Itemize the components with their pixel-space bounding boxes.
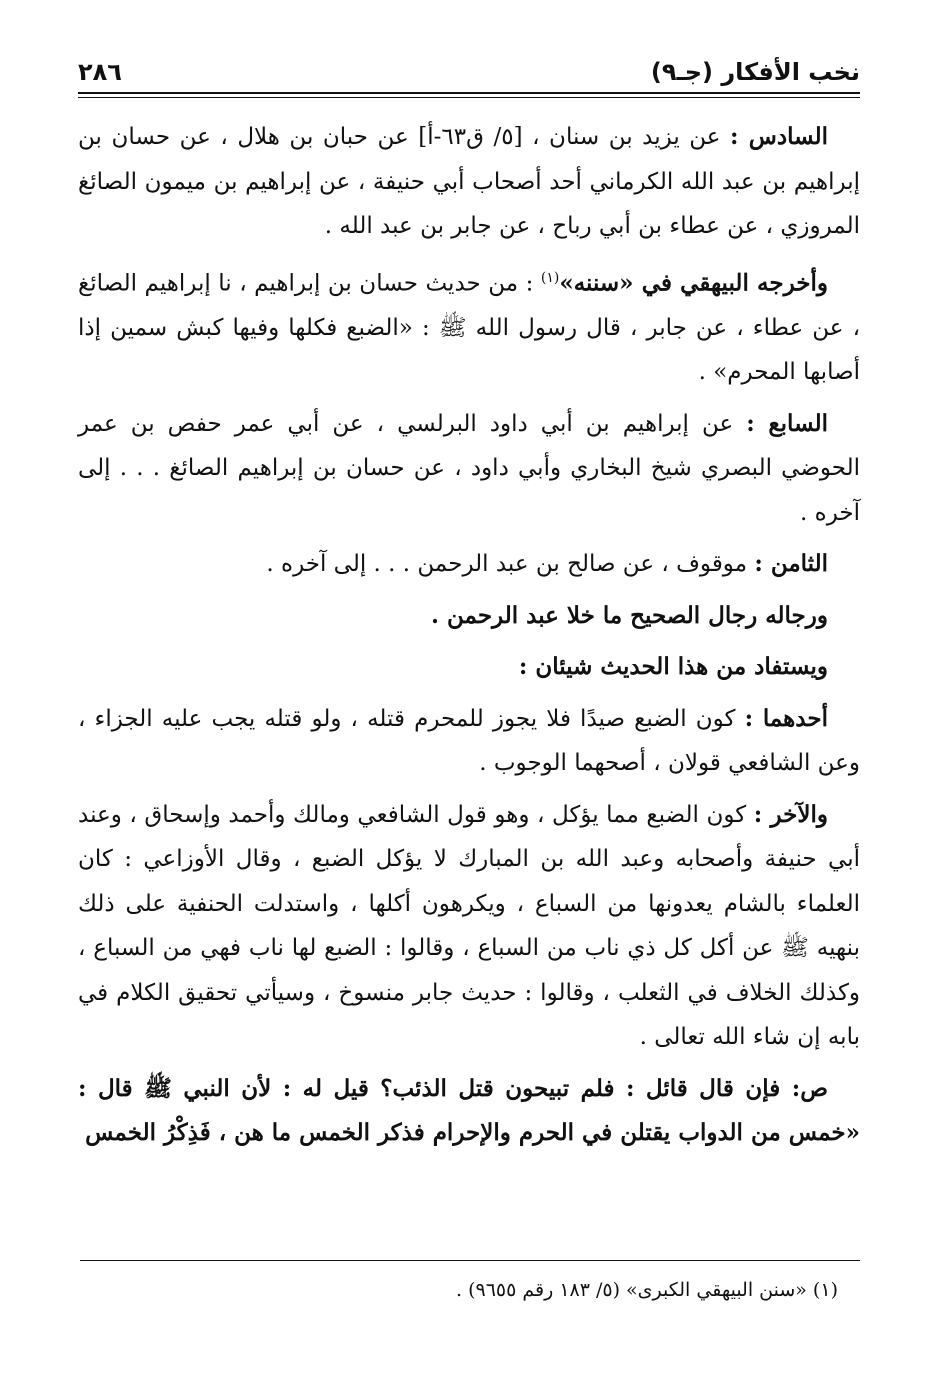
header-rule-thin bbox=[78, 97, 860, 98]
main-text bbox=[78, 115, 860, 1163]
footnote-ref[interactable]: (١) bbox=[540, 269, 560, 286]
paragraph-first-benefit bbox=[78, 697, 860, 786]
book-page bbox=[78, 0, 860, 1381]
paragraph-matn bbox=[78, 1067, 860, 1156]
paragraph-text: كون الضبع صيدًا فلا يجوز للمحرم قتله ، ولو قتله يجب عليه الجزاء ، وعن الشافعي قولان ، أصحهما الوجوب . bbox=[78, 705, 860, 777]
paragraph-second-benefit bbox=[78, 793, 860, 1060]
paragraph-lead: السابع : bbox=[746, 409, 828, 437]
paragraph-lead: وأخرجه البيهقي في «سننه» bbox=[559, 269, 828, 297]
paragraph-seventh bbox=[78, 402, 860, 536]
footnote-rule bbox=[80, 1260, 860, 1261]
paragraph-text: كون الضبع مما يؤكل ، وهو قول الشافعي ومالك وأحمد وإسحاق ، وعند أبي حنيفة وأصحابه وعبد الله بن المبارك لا يؤكل الضبع ، وقال الأوزاعي : كان العلماء بالشام يعدونها من السباع ، ويكرهون أكلها ، واستدلت الحنفية على ذلك بنهيه ﷺ عن أكل كل ذي ناب من السباع ، وقالوا : الضبع لها ناب فهي من السباع ، وكذلك الخلاف في الثعلب ، وقالوا : حديث جابر منسوخ ، وسيأتي تحقيق الكلام في بابه إن شاء الله تعالى . bbox=[78, 801, 860, 1051]
page-number: ٢٨٦ bbox=[78, 58, 122, 86]
paragraph-sixth bbox=[78, 115, 860, 249]
footnote: (١) «سنن البيهقي الكبرى» (٥/ ١٨٣ رقم ٩٦٥٥) . bbox=[456, 1279, 838, 1301]
paragraph-lead: أحدهما : bbox=[744, 704, 828, 732]
paragraph-bayhaqi bbox=[78, 256, 860, 395]
running-header bbox=[78, 54, 860, 90]
paragraph-benefits-heading bbox=[78, 645, 860, 690]
paragraph-lead: ويستفاد من هذا الحديث شيئان : bbox=[518, 653, 828, 681]
paragraph-text: موقوف ، عن صالح بن عبد الرحمن . . . إلى آخره . bbox=[266, 551, 755, 578]
paragraph-lead: ورجاله رجال الصحيح ما خلا عبد الرحمن . bbox=[431, 601, 828, 629]
paragraph-lead: الثامن : bbox=[754, 550, 828, 578]
paragraph-lead: السادس : bbox=[730, 123, 828, 150]
book-title: نخب الأفكار (جـ٩) bbox=[650, 58, 860, 86]
header-rule bbox=[78, 92, 860, 94]
paragraph-lead: ص: فإن قال قائل : فلم تبيحون قتل الذئب؟ قيل له : لأن النبي ﷺ قال : «خمس من الدواب يقتلن في الحرم والإحرام فذكر الخمس ما هن ، فَذِكْرُ الخمس bbox=[78, 1074, 860, 1147]
paragraph-text: عن يزيد بن سنان ، [٥/ ق٦٣-أ] عن حبان بن هلال ، عن حسان بن إبراهيم بن عبد الله الكرماني أحد أصحاب أبي حنيفة ، عن إبراهيم بن ميمون الصائغ المروزي ، عن عطاء بن أبي رباح ، عن جابر بن عبد الله . bbox=[78, 124, 860, 239]
paragraph-narrators bbox=[78, 594, 860, 639]
paragraph-eighth bbox=[78, 542, 860, 587]
paragraph-lead: والآخر : bbox=[753, 800, 828, 828]
paragraph-text: : من حديث حسان بن إبراهيم ، نا إبراهيم الصائغ ، عن عطاء ، عن جابر ، قال رسول الله ﷺ : «الضبع فكلها وفيها كبش سمين إذا أصابها المحرم» . bbox=[78, 270, 860, 386]
paragraph-text: عن إبراهيم بن أبي داود البرلسي ، عن أبي عمر حفص بن عمر الحوضي البصري شيخ البخاري وأبي داود ، عن حسان بن إبراهيم الصائغ . . . إلى آخره . bbox=[78, 410, 860, 526]
